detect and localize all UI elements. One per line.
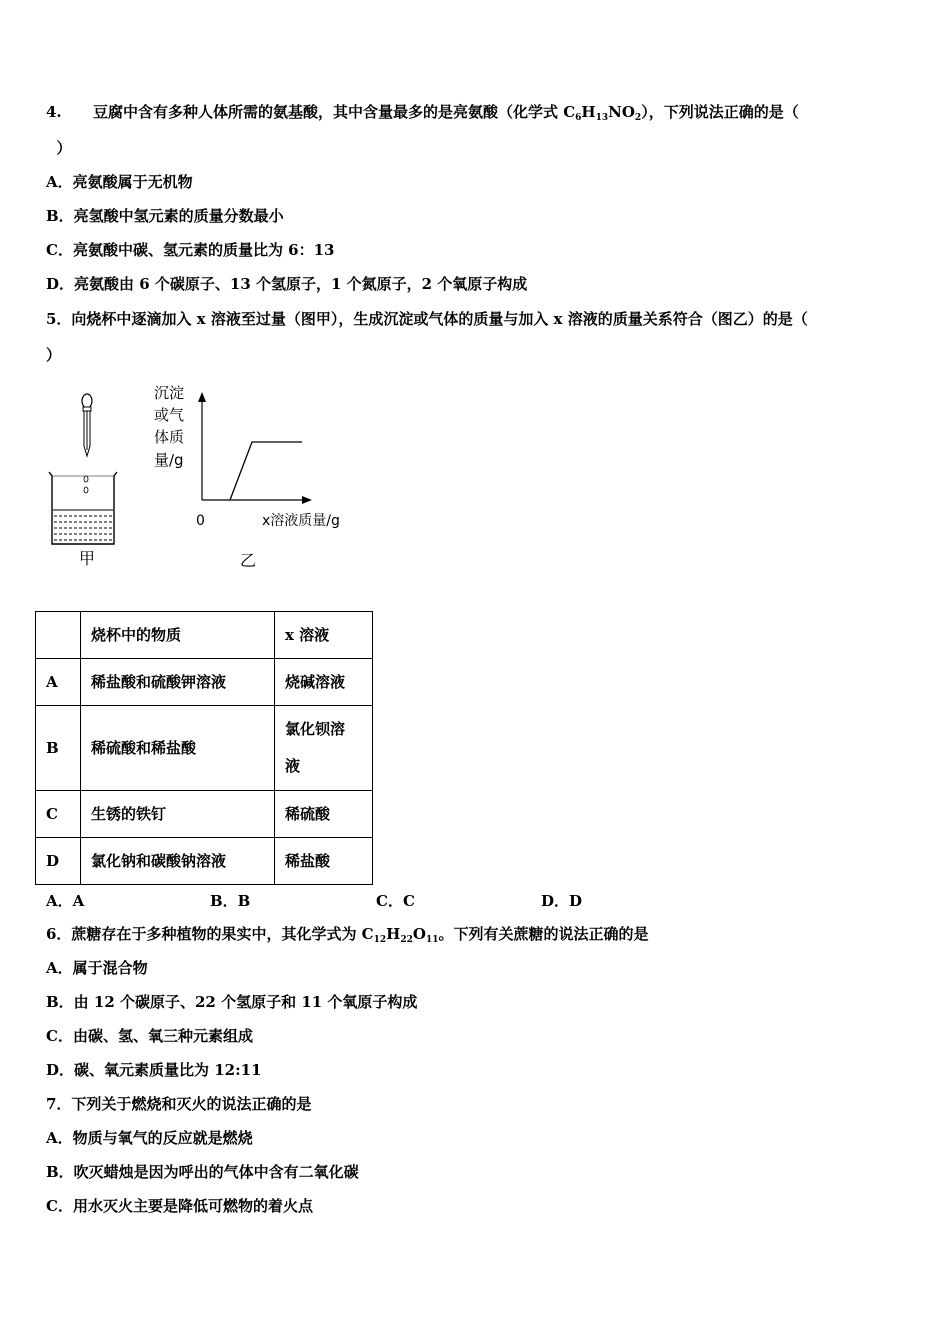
q4-option-a: A．亮氨酸属于无机物	[46, 173, 193, 191]
graph-line	[230, 442, 302, 500]
row-solution: 烧碱溶液	[275, 659, 373, 706]
row-substance: 稀盐酸和硫酸钾溶液	[81, 659, 275, 706]
table-row	[36, 791, 373, 838]
table-row	[36, 659, 373, 706]
q7-option-c: C．用水灭火主要是降低可燃物的着火点	[46, 1197, 313, 1215]
q6-option-c: C．由碳、氢、氧三种元素组成	[46, 1027, 253, 1045]
row-substance: 生锈的铁钉	[81, 791, 275, 838]
row-key: A	[36, 659, 81, 706]
svg-text:体质: 体质	[154, 428, 185, 446]
q7-option-b: B．吹灭蜡烛是因为呼出的气体中含有二氧化碳	[46, 1163, 359, 1181]
graph-x-label: x溶液质量/g	[262, 513, 340, 529]
q7-stem: 7．下列关于燃烧和灭火的说法正确的是	[46, 1095, 312, 1113]
q5-choice-a: A．A	[46, 892, 85, 910]
row-solution: 氯化钡溶 液	[275, 706, 373, 791]
svg-text:沉淀: 沉淀	[154, 384, 185, 402]
q5-options-table	[35, 611, 373, 885]
q4-option-c: C．亮氨酸中碳、氢元素的质量比为 6：13	[46, 241, 335, 259]
q6-stem: 6．蔗糖存在于多种植物的果实中，其化学式为 $C_{12}H_{22}O_{11}$。下列有关蔗糖的说法正确的是	[46, 925, 649, 945]
row-key: B	[36, 706, 81, 791]
dropper-icon	[82, 394, 92, 456]
graph-y-label	[154, 384, 184, 469]
row-solution: 稀硫酸	[275, 791, 373, 838]
table-row	[36, 706, 373, 791]
q6-option-b: B．由 12 个碳原子、22 个氢原子和 11 个氧原子构成	[46, 993, 418, 1011]
svg-text:或气: 或气	[154, 406, 185, 424]
q5-choice-d: D．D	[541, 892, 583, 910]
row-substance: 氯化钠和碳酸钠溶液	[81, 838, 275, 885]
q5-choice-b: B．B	[210, 892, 251, 910]
q5-choices	[46, 890, 746, 910]
q4-option-b: B．亮氢酸中氢元素的质量分数最小	[46, 207, 284, 225]
figure-caption-right: 乙	[239, 551, 257, 570]
q5-choice-c: C．C	[376, 892, 415, 910]
figure-caption-left: 甲	[78, 549, 96, 568]
row-key: D	[36, 838, 81, 885]
row-substance: 稀硫酸和稀盐酸	[81, 706, 275, 791]
beaker-icon	[49, 472, 117, 544]
q5-stem: 5．向烧杯中逐滴加入 x 溶液至过量（图甲），生成沉淀或气体的质量与加入 x 溶液的质量关系符合（图乙）的是（	[46, 310, 808, 328]
table-header-cell	[36, 612, 81, 659]
q5-figure	[40, 380, 380, 580]
table-header-cell: x 溶液	[275, 612, 373, 659]
svg-text:量/g: 量/g	[154, 451, 184, 469]
q7-option-a: A．物质与氧气的反应就是燃烧	[46, 1129, 253, 1147]
table-header-cell: 烧杯中的物质	[81, 612, 275, 659]
q4-stem: 4. 豆腐中含有多种人体所需的氨基酸，其中含量最多的是亮氨酸（化学式 $C_6H_{13}NO_2$），下列说法正确的是（	[46, 103, 799, 123]
q4-option-d: D．亮氨酸由 6 个碳原子、13 个氢原子，1 个氮原子，2 个氧原子构成	[46, 275, 528, 293]
graph-axes	[198, 392, 312, 504]
table-row	[36, 838, 373, 885]
row-solution: 稀盐酸	[275, 838, 373, 885]
table-header-row	[36, 612, 373, 659]
drops-icon	[84, 476, 88, 493]
graph-origin: 0	[196, 513, 205, 529]
q4-paren-close: ）	[46, 139, 72, 157]
q6-option-a: A．属于混合物	[46, 959, 148, 977]
row-key: C	[36, 791, 81, 838]
q6-option-d: D．碳、氧元素质量比为 12:11	[46, 1061, 262, 1079]
q5-paren-close: ）	[46, 346, 62, 364]
